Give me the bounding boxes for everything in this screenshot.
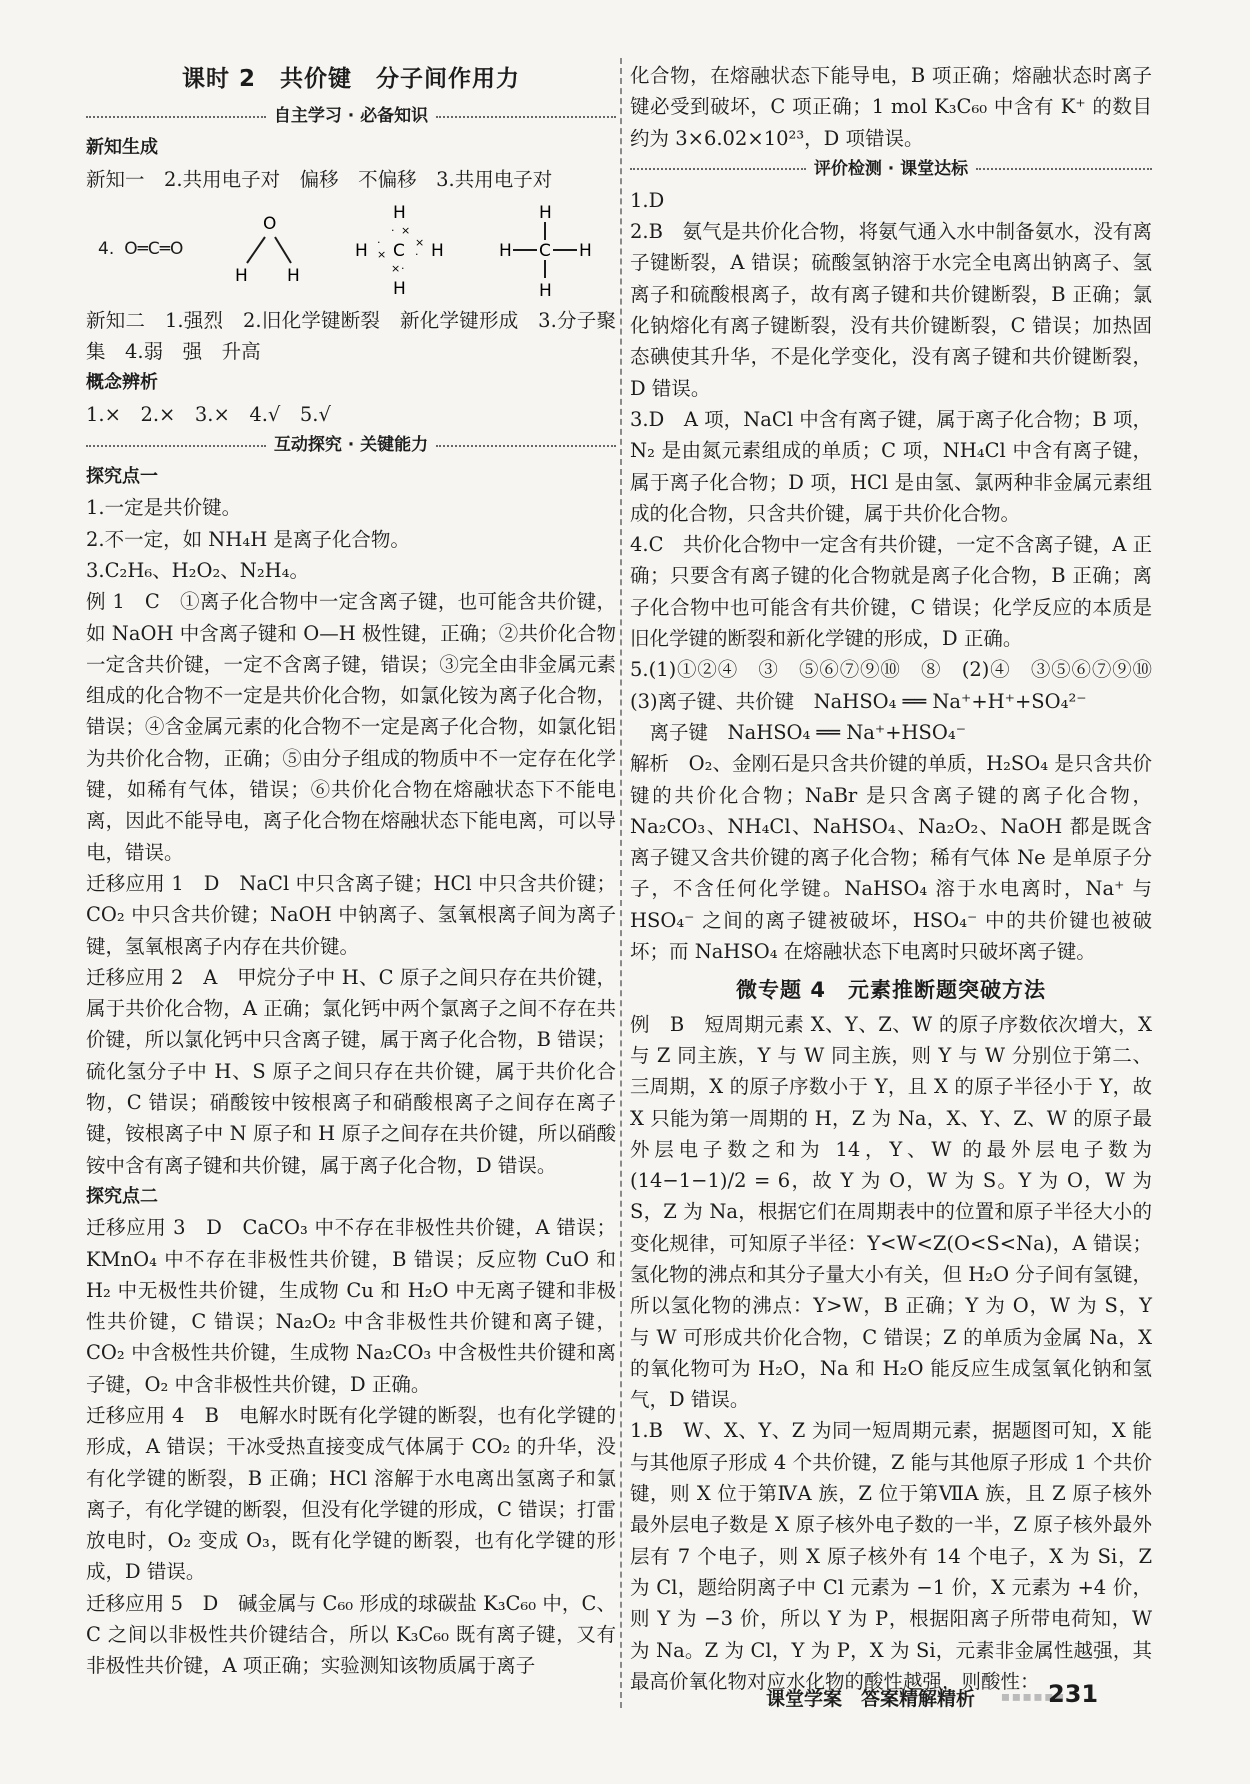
svg-text:H: H	[287, 265, 301, 286]
eval-analysis: 解析 O₂、金刚石是只含共价键的单质，H₂SO₄ 是只含共价键的共价化合物；NaBr 是只含离子键的离子化合物，Na₂CO₃、NH₄Cl、NaHSO₄、Na₂O₂、NaOH 都是既含离子键又含共价键的离子化合物；稀有气体 Ne 是单原子分子，不含任何化学键。NaHSO₄ 溶于水电离时，Na⁺ 与 HSO₄⁻ 之间的离子键被破坏，HSO₄⁻ 中的共价键也被破坏；而 NaHSO₄ 在熔融状态下电离时只破坏离子键。	[630, 752, 1152, 964]
methane-structure-diagram	[495, 200, 595, 300]
footer-decoration: ▪▪▪▪▪▪	[1000, 1686, 1066, 1707]
micro-item-1-text: 1.B W、X、Y、Z 为同一短周期元素，据题图可知，X 能与其他原子形成 4 个共价键，Z 能与其他原子形成 1 个共价键，则 X 位于第ⅣA 族，Z 位于第ⅦA 族，且 Z 原子核外最外层电子数是 X 原子核外电子数的一半，Z 原子核外最外层有 7 个电子，则 X 原子核外有 14 个电子，X 为 Si，Z 为 Cl，题给阴离子中 Cl 元素为 −1 价，X 元素为 +4 价，则 Y 为 −3 价，所以 Y 为 P，根据阳离子所带电荷知，W 为 Na。Z 为 Cl，Y 为 P，X 为 Si，元素非金属性越强，其最高价氧化物对应水化物的酸性越强，则酸性：	[630, 1419, 1152, 1693]
svg-text:×: ×	[377, 247, 387, 261]
eval-item: 3.D A 项，NaCl 中含有离子键，属于离子化合物；B 项，N₂ 是由氮元素组成的单质；C 项，NH₄Cl 中含有离子键，属于离子化合物；D 项，HCl 是由氢、氯两种非金属元素组成的化合物，只含共价键，属于共价化合物。	[630, 407, 1152, 525]
structures-row	[86, 195, 616, 305]
svg-text:H: H	[235, 265, 249, 286]
explore1-item: 2.不一定，如 NH₄H 是离子化合物。	[86, 527, 410, 551]
page-number: 231	[1048, 1680, 1099, 1708]
right-column	[630, 60, 1172, 1697]
footer-book-title: 课堂学案 答案精解精析	[766, 1688, 976, 1710]
concept-heading: 概念辨析	[86, 372, 158, 394]
section-evaluation	[630, 154, 1152, 185]
methane-electron-formula	[351, 200, 451, 300]
svg-text:×: ×	[415, 235, 425, 249]
transfer4-text: 迁移应用 4 B 电解水时既有化学键的断裂，也有化学键的形成，A 错误；干冰受热直接变成气体属于 CO₂ 的升华，没有化学键的断裂，B 正确；HCl 溶解于水电离出氢离子和氯离子，有化学键的断裂，但没有化学键的形成，C 错误；打雷放电时，O₂ 变成 O₃，既有化学键的断裂，也有化学键的形成，D 错误。	[86, 1403, 616, 1584]
page-title: 课时 2 共价键 分子间作用力	[181, 66, 520, 92]
svg-text:·: ·	[391, 223, 395, 237]
svg-text:×: ×	[391, 261, 401, 275]
section-evaluation-label: 评价检测 · 课堂达标	[813, 158, 969, 179]
svg-text:H: H	[539, 280, 553, 300]
svg-text:·: ·	[377, 235, 381, 249]
explore1-item: 1.一定是共价键。	[86, 496, 242, 520]
section-self-study-label: 自主学习 · 必备知识	[273, 106, 429, 127]
section-interactive-label: 互动探究 · 关键能力	[273, 434, 429, 455]
eval-item: 离子键 NaHSO₄ ══ Na⁺+HSO₄⁻	[630, 720, 967, 744]
svg-text:H: H	[539, 202, 553, 223]
new-knowledge-line1: 新知一 2.共用电子对 偏移 不偏移 3.共用电子对	[86, 167, 553, 191]
new-knowledge-heading: 新知生成	[86, 137, 158, 159]
svg-text:H: H	[431, 240, 445, 261]
column-divider	[620, 58, 622, 1708]
explore2-heading: 探究点二	[86, 1185, 158, 1207]
svg-text:H: H	[579, 240, 593, 261]
structures-label: 4.	[98, 239, 115, 260]
water-structure-diagram	[227, 205, 307, 295]
transfer5-text: 迁移应用 5 D 碱金属与 C₆₀ 形成的球碳盐 K₃C₆₀ 中，C、C 之间以非极性共价键结合，所以 K₃C₆₀ 既有离子键，又有非极性共价键，A 项正确；实验测知该物质属于离子	[86, 1591, 616, 1678]
co2-structure: O═C═O	[124, 239, 184, 260]
micro-example-text: 例 B 短周期元素 X、Y、Z、W 的原子序数依次增大，X 与 Z 同主族，Y 与 W 同主族，则 Y 与 W 分别位于第二、三周期，X 的原子序数小于 Y，且 X 的原子半径小于 Y，故 X 只能为第一周期的 H，Z 为 Na，X、Y、Z、W 的原子最外层电子数之和为 14，Y、W 的最外层电子数为 (14−1−1)/2 = 6，故 Y 为 O，W 为 S。Y 为 O，W 为 S，Z 为 Na，根据它们在周期表中的位置和原子半径大小的变化规律，可知原子半径：Y<W<Z(O<S<Na)，A 错误；氢化物的沸点和其分子量大小有关，但 H₂O 分子间有氢键，所以氢化物的沸点：Y>W，B 正确；Y 为 O，W 为 S，Y 与 W 可形成共价化合物，C 错误；Z 的单质为金属 Na，X 的氧化物可为 H₂O，Na 和 H₂O 能反应生成氢氧化钠和氢气，D 错误。	[630, 1012, 1152, 1412]
left-column	[86, 60, 616, 1682]
explore1-heading: 探究点一	[86, 466, 158, 488]
svg-text:H: H	[499, 240, 513, 261]
svg-text:H: H	[393, 202, 407, 223]
svg-text:H: H	[393, 278, 407, 299]
transfer2-text: 迁移应用 2 A 甲烷分子中 H、C 原子之间只存在共价键，属于共价化合物，A 正确；氯化钙中两个氯离子之间不存在共价键，所以氯化钙中只含离子键，属于离子化合物，B 错误；硫化氢分子中 H、S 原子之间只存在共价键，属于共价化合物，C 错误；硝酸铵中铵根离子和硝酸根离子之间存在离子键，铵根离子中 N 原子和 H 原子之间存在共价键，所以硝酸铵中含有离子键和共价键，属于离子化合物，D 错误。	[86, 965, 616, 1177]
svg-text:·: ·	[401, 261, 405, 275]
eval-item: 4.C 共价化合物中一定含有共价键，一定不含离子键，A 正确；只要含有离子键的化合物就是离子化合物，B 正确；离子化合物中也可能含有共价键，C 错误；化学反应的本质是旧化学键的断裂和新化学键的形成，D 正确。	[630, 533, 1152, 651]
example1-text: 例 1 C ①离子化合物中一定含离子键，也可能含共价键，如 NaOH 中含离子键和 O—H 极性键，正确；②共价化合物一定含共价键，一定不含离子键，错误；③完全由非金属元素组成的化合物不一定是共价化合物，如氯化铵为离子化合物，错误；④含金属元素的化合物不一定是离子化合物，如氯化铝为共价化合物，正确；⑤由分子组成的物质中不一定存在化学键，如稀有气体，错误；⑥共价化合物在熔融状态下不能电离，因此不能导电，离子化合物在熔融状态下能电离，可以导电，错误。	[86, 590, 616, 864]
explore1-item: 3.C₂H₆、H₂O₂、N₂H₄。	[86, 558, 309, 582]
svg-text:H: H	[355, 240, 369, 261]
micro-topic-title: 微专题 4 元素推断题突破方法	[736, 978, 1046, 1003]
svg-text:C: C	[393, 240, 406, 261]
svg-text:×: ×	[401, 223, 411, 237]
transfer3-text: 迁移应用 3 D CaCO₃ 中不存在非极性共价键，A 错误；KMnO₄ 中不存在非极性共价键，B 错误；反应物 CuO 和 H₂ 中无极性共价键，生成物 Cu 和 H₂O 中无离子键和非极性共价键，C 错误；Na₂O₂ 中含非极性共价键和离子键，CO₂ 中含极性共价键，生成物 Na₂CO₃ 中含极性共价键和离子键，O₂ 中含非极性共价键，D 正确。	[86, 1216, 616, 1396]
svg-text:O: O	[263, 213, 277, 234]
svg-text:·: ·	[415, 247, 419, 261]
concept-answers: 1.× 2.× 3.× 4.√ 5.√	[86, 402, 331, 426]
transfer1-text: 迁移应用 1 D NaCl 中只含离子键；HCl 中只含共价键；CO₂ 中只含共价键；NaOH 中钠离子、氢氧根离子间为离子键，氢氧根离子内存在共价键。	[86, 871, 616, 958]
section-interactive	[86, 430, 616, 461]
eval-item: 1.D	[630, 188, 665, 212]
continued-text: 化合物，在熔融状态下能导电，B 项正确；熔融状态时离子键必受到破坏，C 项正确；1 mol K₃C₆₀ 中含有 K⁺ 的数目约为 3×6.02×10²³，D 项错误。	[630, 64, 1152, 150]
svg-text:C: C	[539, 240, 552, 261]
eval-item: 2.B 氨气是共价化合物，将氨气通入水中制备氨水，没有离子键断裂，A 错误；硫酸氢钠溶于水完全电离出钠离子、氢离子和硫酸根离子，故有离子键和共价键断裂，B 正确；氯化钠熔化有离子键断裂，没有共价键断裂，C 错误；加热固态碘使其升华，不是化学变化，没有离子键和共价键断裂，D 错误。	[630, 220, 1152, 400]
section-self-study	[86, 101, 616, 132]
new-knowledge-line2: 新知二 1.强烈 2.旧化学键断裂 新化学键形成 3.分子聚集 4.弱 强 升高	[86, 308, 616, 364]
eval-item: 5.(1)①②④ ③ ⑤⑥⑦⑨⑩ ⑧ (2)④ ③⑤⑥⑦⑨⑩ (3)离子键、共价键 NaHSO₄ ══ Na⁺+H⁺+SO₄²⁻	[630, 658, 1172, 713]
